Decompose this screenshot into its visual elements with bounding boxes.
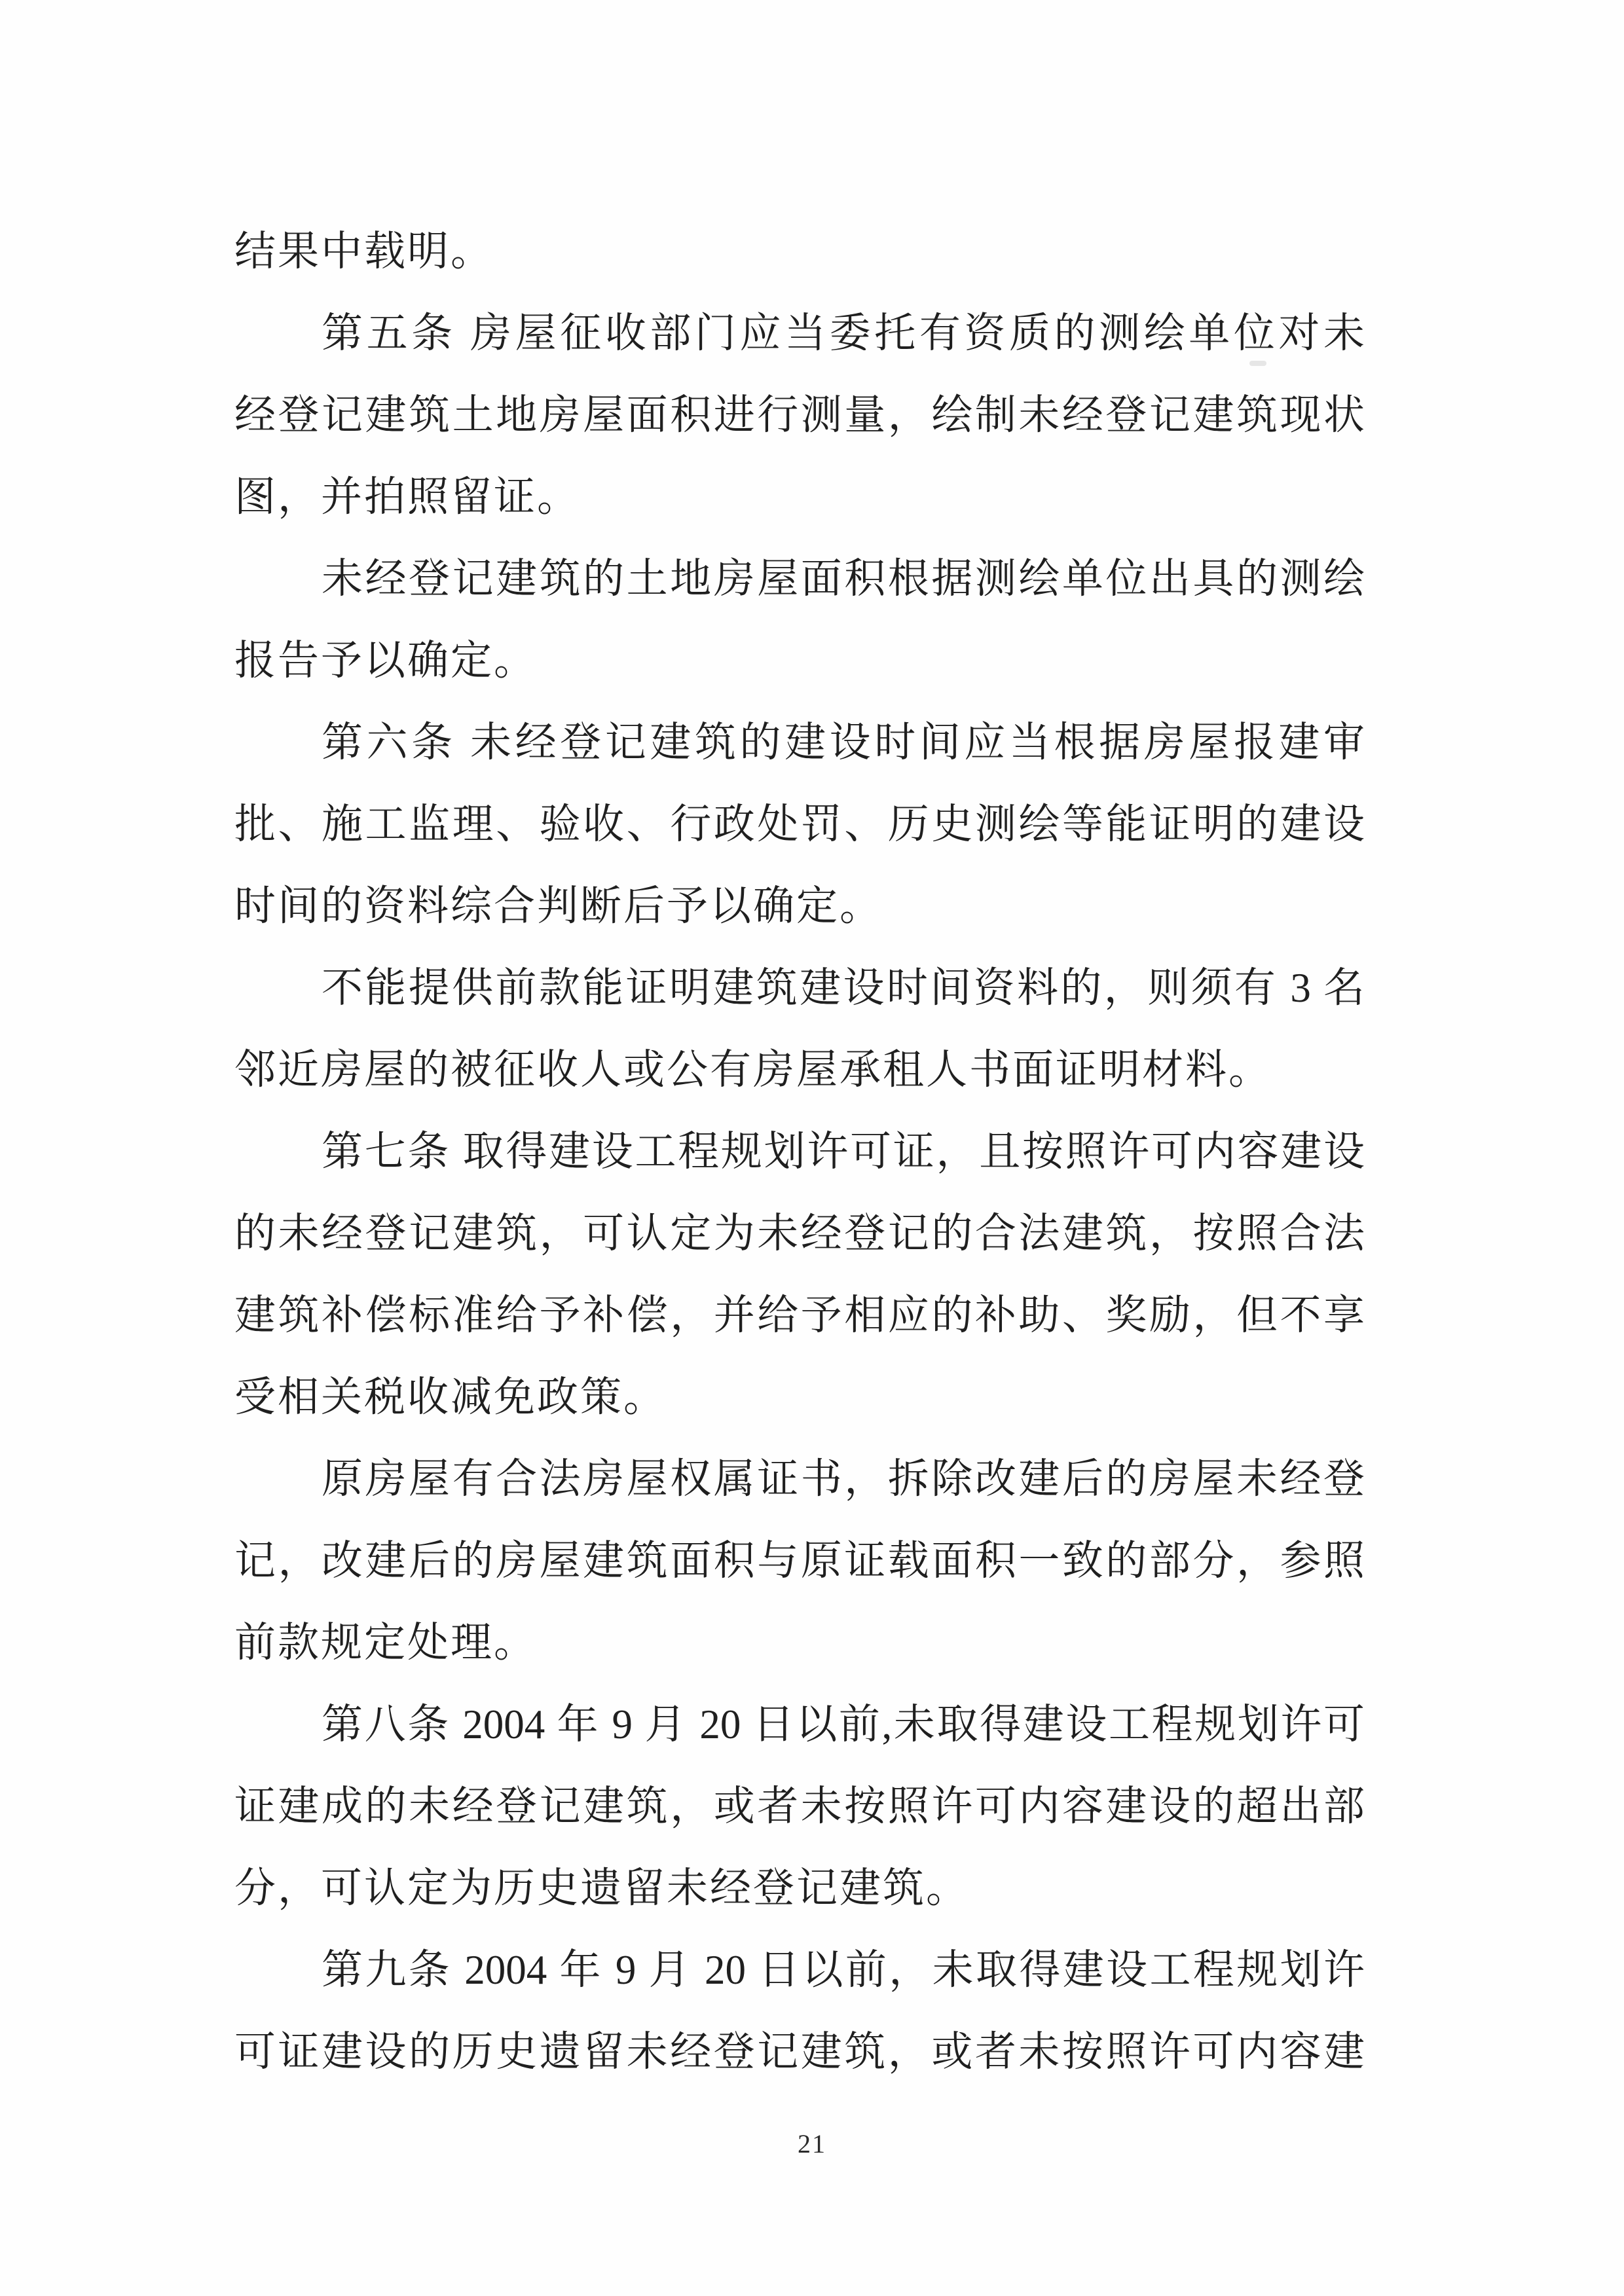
text-line: 第八条 2004 年 9 月 20 日以前,未取得建设工程规划许可: [322, 1702, 1365, 1747]
text-line: 的未经登记建筑，可认定为未经登记的合法建筑，按照合法: [234, 1211, 1365, 1256]
text-line: 未经登记建筑的土地房屋面积根据测绘单位出具的测绘: [322, 556, 1365, 602]
text-line: 邻近房屋的被征收人或公有房屋承租人书面证明材料。: [234, 1047, 1272, 1093]
text-line: 第九条 2004 年 9 月 20 日以前，未取得建设工程规划许: [322, 1947, 1365, 1993]
text-line: 批、施工监理、验收、行政处罚、历史测绘等能证明的建设: [234, 801, 1365, 847]
text-line: 报告予以确定。: [234, 638, 537, 683]
text-line: 第五条 房屋征收部门应当委托有资质的测绘单位对未: [322, 310, 1365, 356]
text-line: 时间的资料综合判断后予以确定。: [234, 883, 883, 929]
text-line: 证建成的未经登记建筑，或者未按照许可内容建设的超出部: [234, 1783, 1365, 1829]
page-number: 21: [798, 2129, 826, 2159]
text-line: 第六条 未经登记建筑的建设时间应当根据房屋报建审: [322, 720, 1365, 765]
scan-artifact: [1249, 361, 1266, 366]
text-line: 受相关税收减免政策。: [234, 1374, 667, 1420]
document-body: [234, 211, 1365, 2093]
text-line: 可证建设的历史遗留未经登记建筑，或者未按照许可内容建: [234, 2029, 1365, 2075]
text-line: 记，改建后的房屋建筑面积与原证载面积一致的部分，参照: [234, 1538, 1365, 1584]
text-line: 建筑补偿标准给予补偿，并给予相应的补助、奖励，但不享: [234, 1292, 1365, 1338]
text-line: 不能提供前款能证明建筑建设时间资料的，则须有 3 名: [322, 965, 1365, 1011]
text-line: 分，可认定为历史遗留未经登记建筑。: [234, 1865, 969, 1911]
text-line: 原房屋有合法房屋权属证书，拆除改建后的房屋未经登: [322, 1456, 1365, 1502]
text-line: 图，并拍照留证。: [234, 474, 580, 520]
text-line: 经登记建筑土地房屋面积进行测量，绘制未经登记建筑现状: [234, 392, 1365, 438]
text-line: 结果中载明。: [234, 228, 494, 274]
text-line: 前款规定处理。: [234, 1620, 537, 1666]
text-line: 第七条 取得建设工程规划许可证，且按照许可内容建设: [322, 1129, 1365, 1175]
